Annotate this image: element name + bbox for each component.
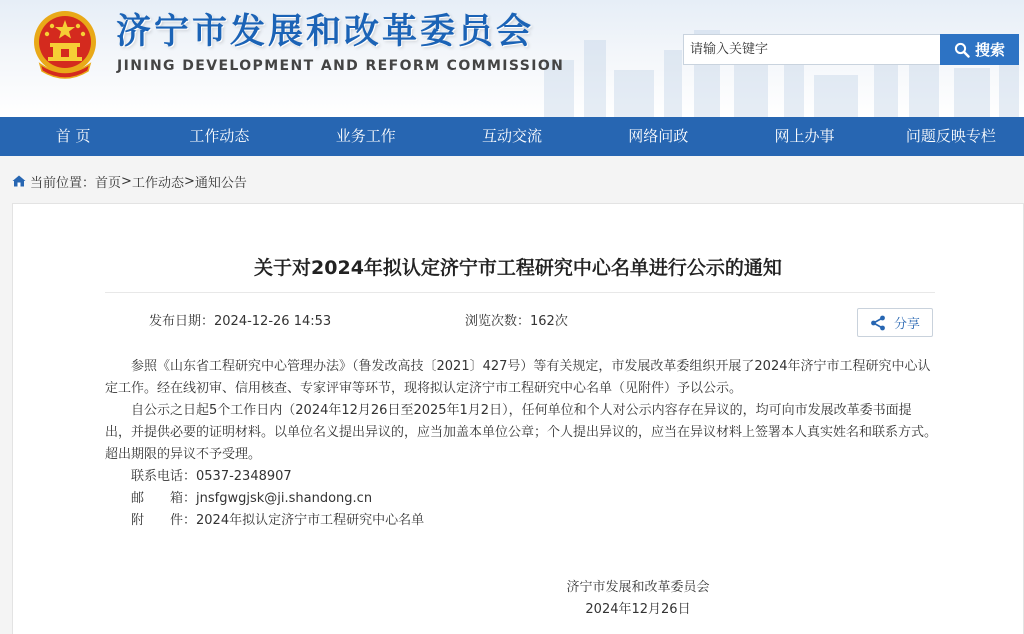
main-nav [0, 117, 1024, 156]
home-icon [12, 175, 26, 187]
share-button[interactable] [857, 308, 933, 337]
search-input[interactable] [683, 34, 941, 65]
breadcrumb-home-link[interactable]: 首页 [95, 175, 122, 191]
nav-item-online-services[interactable]: 网上办事 [774, 127, 835, 145]
nav-item-business[interactable]: 业务工作 [335, 127, 396, 145]
nav-item-interaction[interactable]: 互动交流 [481, 127, 542, 145]
breadcrumb-section-link[interactable]: 工作动态 [131, 175, 184, 191]
signature-date: 2024年12月26日 [585, 602, 691, 617]
attachment-line: 附 件：2024年拟认定济宁市工程研究中心名单 [131, 513, 425, 528]
view-count: 浏览次数：162次 [465, 314, 568, 329]
paragraph-objection: 自公示之日起5个工作日内（2024年12月26日至2025年1月2日），任何单位和个人对公示内容存在异议的，均可向市发展改革委书面提出，并提供必要的证明材料。以单位名义提出异议的，应当加盖本单位公章；个人提出异议的，应当在异议材料上签署本人真实姓名和联系方式。超出期限的异议不予受理。 [105, 403, 938, 462]
national-emblem-icon [30, 9, 100, 81]
site-subtitle-english: JINING DEVELOPMENT AND REFORM COMMISSION [117, 58, 565, 74]
nav-item-feedback[interactable]: 问题反映专栏 [905, 127, 996, 145]
paragraph-regulation: 参照《山东省工程研究中心管理办法》（鲁发改高技〔2021〕427号）等有关规定，市发展改革委组织开展了2024年济宁市工程研究中心认定工作。经在线初审、信用核查、专家评审等环节，现将拟认定济宁市工程研究中心名单（见附件）予以公示。 [105, 359, 931, 396]
breadcrumb-separator: > [121, 173, 132, 189]
breadcrumb-label: 当前位置： [30, 175, 96, 191]
contact-phone: 联系电话：0537-2348907 [131, 469, 292, 484]
title-divider [105, 292, 935, 293]
site-header [0, 0, 1024, 117]
share-icon [870, 315, 886, 331]
search-button[interactable] [940, 34, 1019, 65]
breadcrumb-separator: > [183, 173, 195, 189]
breadcrumb-current-link[interactable]: 通知公告 [194, 175, 247, 191]
nav-item-work-news[interactable]: 工作动态 [189, 127, 250, 145]
site-title: 济宁市发展和改革委员会 [116, 12, 535, 52]
breadcrumb [12, 171, 247, 191]
search-button-label: 搜索 [974, 41, 1005, 59]
search-icon [954, 42, 970, 58]
nav-item-home[interactable]: 首 页 [55, 127, 91, 145]
share-label: 分享 [893, 317, 920, 332]
article-card [12, 203, 1024, 634]
attachment-link[interactable]: 2024年拟认定济宁市工程研究中心名单 [196, 513, 425, 528]
contact-email: 邮 箱：jnsfgwgjsk@ji.shandong.cn [131, 491, 373, 506]
signature-org: 济宁市发展和改革委员会 [566, 580, 710, 595]
article-body [105, 356, 937, 532]
publish-date: 发布日期：2024-12-26 14:53 [149, 314, 332, 329]
email-address: jnsfgwgjsk@ji.shandong.cn [196, 491, 373, 506]
signature [558, 577, 718, 621]
nav-item-online-inquiry[interactable]: 网络问政 [628, 127, 689, 145]
article-title: 关于对2024年拟认定济宁市工程研究中心名单进行公示的通知 [254, 257, 782, 279]
